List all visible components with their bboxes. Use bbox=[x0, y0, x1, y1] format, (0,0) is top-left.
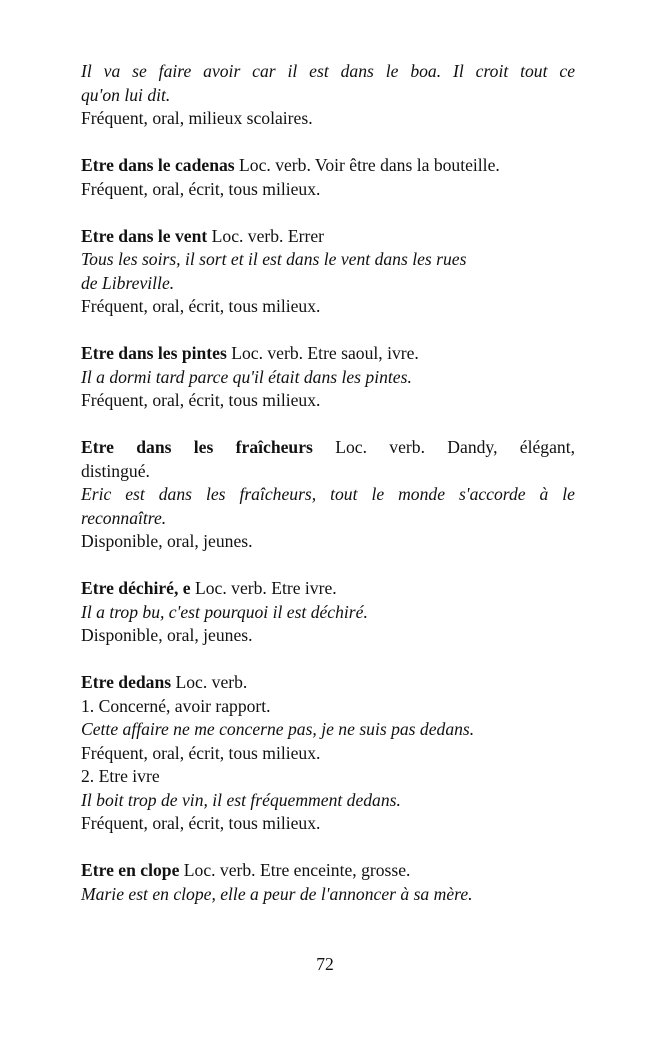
example-line: Il va se faire avoir car il est dans le boa. Il croit tout ce bbox=[81, 61, 575, 81]
definition: Loc. verb. Etre saoul, ivre. bbox=[226, 343, 419, 363]
usage-line: Disponible, oral, jeunes. bbox=[81, 531, 253, 551]
entry-continuation bbox=[81, 60, 575, 131]
definition-line bbox=[81, 577, 575, 601]
example-line: Il boit trop de vin, il est fréquemment dedans. bbox=[81, 789, 401, 810]
example-line: Il a dormi tard parce qu'il était dans les pintes. bbox=[81, 366, 412, 387]
usage-line: Fréquent, oral, écrit, tous milieux. bbox=[81, 390, 321, 410]
sense-gloss: 2. Etre ivre bbox=[81, 766, 160, 786]
definition-line bbox=[81, 225, 575, 249]
dictionary-page bbox=[81, 60, 575, 930]
example-line: Tous les soirs, il sort et il est dans le vent dans les rues bbox=[81, 249, 467, 269]
definition: Loc. verb. Errer bbox=[207, 225, 324, 246]
definition: Loc. verb. Etre enceinte, grosse. bbox=[179, 860, 411, 880]
definition-line bbox=[81, 671, 575, 695]
headword: Etre dedans bbox=[81, 672, 172, 692]
definition: Loc. verb. Etre ivre. bbox=[190, 578, 337, 598]
usage-line: Fréquent, oral, écrit, tous milieux. bbox=[81, 742, 321, 763]
definition-continuation: distingué. bbox=[81, 460, 150, 481]
entry-etre-dechire bbox=[81, 577, 575, 648]
usage-line: Fréquent, oral, milieux scolaires. bbox=[81, 108, 313, 128]
entry-etre-dans-les-pintes bbox=[81, 342, 575, 413]
example-line: Cette affaire ne me concerne pas, je ne suis pas dedans. bbox=[81, 719, 475, 739]
example-line: reconnaître. bbox=[81, 507, 167, 528]
entry-etre-dans-le-cadenas bbox=[81, 154, 575, 201]
page-number: 72 bbox=[316, 954, 334, 974]
example-line: de Libreville. bbox=[81, 272, 175, 293]
entry-etre-dans-les-fraicheurs bbox=[81, 436, 575, 554]
usage-line: Fréquent, oral, écrit, tous milieux. bbox=[81, 178, 321, 199]
usage-line: Fréquent, oral, écrit, tous milieux. bbox=[81, 813, 321, 833]
headword: Etre dans les fraîcheurs bbox=[81, 437, 313, 457]
definition: Loc. verb. bbox=[171, 672, 248, 692]
definition-line bbox=[81, 342, 575, 366]
sense-gloss: 1. Concerné, avoir rapport. bbox=[81, 695, 271, 716]
usage-line: Fréquent, oral, écrit, tous milieux. bbox=[81, 296, 321, 316]
example-line: Il a trop bu, c'est pourquoi il est déchiré. bbox=[81, 601, 368, 622]
entry-etre-en-clope bbox=[81, 859, 575, 906]
definition-line bbox=[81, 154, 575, 178]
headword: Etre dans le vent bbox=[81, 225, 208, 246]
entry-etre-dans-le-vent bbox=[81, 225, 575, 319]
headword: Etre dans le cadenas bbox=[81, 155, 235, 175]
headword: Etre déchiré, e bbox=[81, 578, 191, 598]
example-line: qu'on lui dit. bbox=[81, 84, 171, 105]
definition: Loc. verb. Dandy, élégant, bbox=[312, 437, 575, 457]
headword: Etre dans les pintes bbox=[81, 343, 227, 363]
headword: Etre en clope bbox=[81, 860, 180, 880]
entry-etre-dedans bbox=[81, 671, 575, 836]
example-line: Eric est dans les fraîcheurs, tout le monde s'accorde à le bbox=[81, 484, 575, 504]
definition-line bbox=[81, 436, 575, 460]
example-line: Marie est en clope, elle a peur de l'annoncer à sa mère. bbox=[81, 883, 473, 904]
definition: Loc. verb. Voir être dans la bouteille. bbox=[234, 155, 500, 175]
definition-line bbox=[81, 859, 575, 883]
usage-line: Disponible, oral, jeunes. bbox=[81, 625, 253, 645]
